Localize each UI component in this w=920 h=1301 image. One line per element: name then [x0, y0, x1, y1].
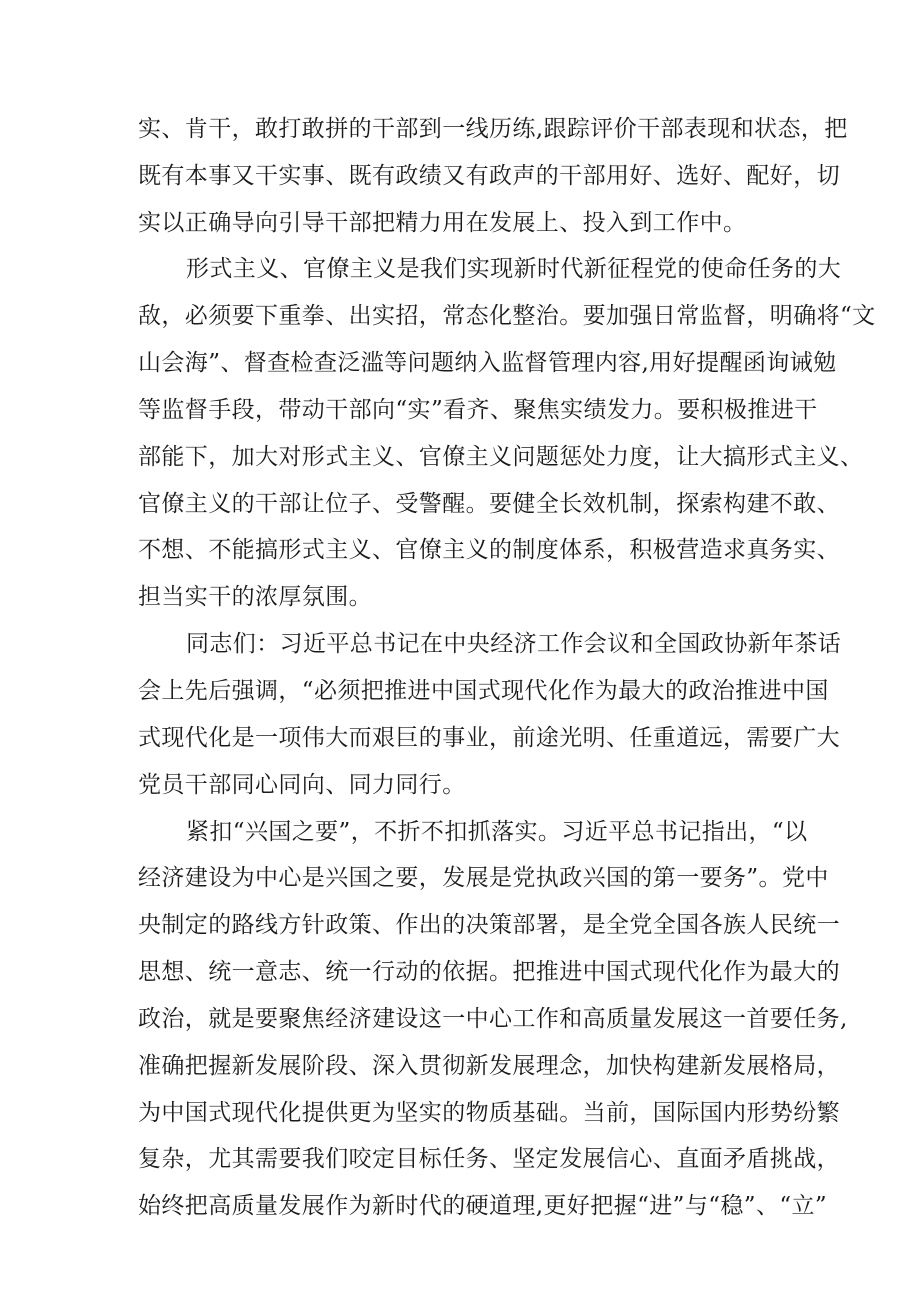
paragraph-first-line: 紧扣“兴国之要”，不折不扣抓落实。习近平总书记指出，“以 [186, 819, 808, 845]
body-text-line: 准确把握新发展阶段、深入贯彻新发展理念，加快构建新发展格局， [138, 1053, 840, 1079]
body-text-line: 敌，必须要下重拳、出实招，常态化整治。要加强日常监督，明确将“文 [138, 303, 876, 329]
body-text-line: 部能下，加大对形式主义、官僚主义问题惩处力度，让大搞形式主义、 [138, 444, 864, 470]
body-text-line: 担当实干的浓厚氛围。 [138, 584, 372, 610]
body-text-line: 思想、统一意志、统一行动的依据。把推进中国式现代化作为最大的 [138, 959, 840, 985]
body-text-line: 政治，就是要聚焦经济建设这一中心工作和高质量发展这一首要任务, [138, 1006, 848, 1032]
body-text-line: 党员干部同心同向、同力同行。 [138, 772, 466, 798]
body-text-line: 经济建设为中心是兴国之要，发展是党执政兴国的第一要务”。党中 [138, 865, 829, 891]
body-text-line: 等监督手段，带动干部向“实”看齐、聚焦实绩发力。要积极推进干 [138, 397, 818, 423]
body-text-line: 会上先后强调，“必须把推进中国式现代化作为最大的政治推进中国 [138, 678, 829, 704]
body-text-line: 式现代化是一项伟大而艰巨的事业，前途光明、任重道远，需要广大 [138, 725, 840, 751]
body-text-line: 官僚主义的干部让位子、受警醒。要健全长效机制，探索构建不敢、 [138, 491, 840, 517]
body-text-line: 既有本事又干实事、既有政绩又有政声的干部用好、选好、配好，切 [138, 163, 840, 189]
body-text-line: 复杂，尤其需要我们咬定目标任务、坚定发展信心、直面矛盾挑战， [138, 1146, 840, 1172]
body-text-line: 为中国式现代化提供更为坚实的物质基础。当前，国际国内形势纷繁 [138, 1100, 840, 1126]
body-text-line: 实以正确导向引导干部把精力用在发展上、投入到工作中。 [138, 210, 747, 236]
body-text-line: 山会海”、督查检查泛滥等问题纳入监督管理内容,用好提醒函询诫勉 [138, 350, 837, 376]
body-text-line: 实、肯干，敢打敢拼的干部到一线历练,跟踪评价干部表现和状态，把 [138, 116, 848, 142]
body-text-line: 不想、不能搞形式主义、官僚主义的制度体系，积极营造求真务实、 [138, 537, 840, 563]
body-text-line: 央制定的路线方针政策、作出的决策部署，是全党全国各族人民统一 [138, 912, 840, 938]
body-text-line: 始终把高质量发展作为新时代的硬道理,更好把握“进”与“稳”、“立” [138, 1193, 828, 1219]
paragraph-first-line: 同志们：习近平总书记在中央经济工作会议和全国政协新年茶话 [186, 631, 842, 657]
paragraph-first-line: 形式主义、官僚主义是我们实现新时代新征程党的使命任务的大 [186, 256, 842, 282]
